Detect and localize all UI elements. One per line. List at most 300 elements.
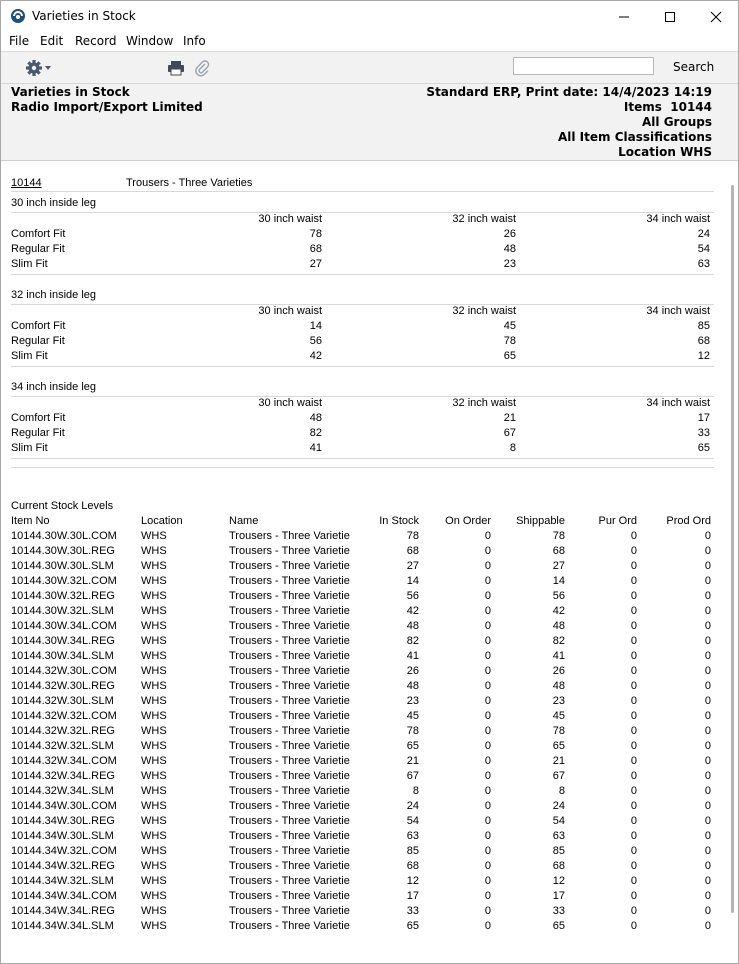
cell-item-no[interactable]: 10144.32W.34L.COM xyxy=(11,755,117,767)
cell-in-stock: 78 xyxy=(406,725,419,737)
cell-item-no[interactable]: 10144.32W.34L.SLM xyxy=(11,785,114,797)
cell-item-no[interactable]: 10144.30W.32L.COM xyxy=(11,575,117,587)
column-header-on-order: On Order xyxy=(445,515,491,527)
cell-on-order: 0 xyxy=(484,650,491,662)
stock-section-title: Current Stock Levels xyxy=(11,500,114,512)
table-row xyxy=(1,530,738,545)
location-filter: Location WHS xyxy=(618,145,712,159)
cell-pur-ord: 0 xyxy=(630,920,637,932)
cell-in-stock: 33 xyxy=(406,905,419,917)
cell-shippable: 48 xyxy=(552,680,565,692)
cell-shippable: 48 xyxy=(552,620,565,632)
stock-quantity: 54 xyxy=(697,243,710,255)
cell-name: Trousers - Three Varietie xyxy=(229,875,350,887)
cell-item-no[interactable]: 10144.34W.30L.SLM xyxy=(11,830,114,842)
cell-in-stock: 27 xyxy=(406,560,419,572)
table-row xyxy=(1,770,738,785)
table-row xyxy=(1,800,738,815)
cell-on-order: 0 xyxy=(484,605,491,617)
menu-edit[interactable]: Edit xyxy=(40,34,64,48)
cell-prod-ord: 0 xyxy=(704,815,711,827)
cell-on-order: 0 xyxy=(484,680,491,692)
stock-quantity: 78 xyxy=(503,335,516,347)
cell-location: WHS xyxy=(141,545,167,557)
cell-prod-ord: 0 xyxy=(704,560,711,572)
cell-pur-ord: 0 xyxy=(630,830,637,842)
column-header-item-no: Item No xyxy=(11,515,50,527)
cell-item-no[interactable]: 10144.34W.34L.SLM xyxy=(11,920,114,932)
cell-on-order: 0 xyxy=(484,815,491,827)
cell-shippable: 33 xyxy=(552,905,565,917)
minimize-icon xyxy=(618,11,630,23)
table-row xyxy=(1,560,738,575)
stock-quantity: 78 xyxy=(309,228,322,240)
table-row xyxy=(1,845,738,860)
cell-prod-ord: 0 xyxy=(704,710,711,722)
table-row xyxy=(1,695,738,710)
cell-prod-ord: 0 xyxy=(704,845,711,857)
cell-prod-ord: 0 xyxy=(704,680,711,692)
stock-quantity: 68 xyxy=(697,335,710,347)
cell-prod-ord: 0 xyxy=(704,875,711,887)
column-header-prod-ord: Prod Ord xyxy=(666,515,711,527)
cell-shippable: 41 xyxy=(552,650,565,662)
cell-prod-ord: 0 xyxy=(704,740,711,752)
fit-label: Regular Fit xyxy=(11,335,65,347)
cell-item-no[interactable]: 10144.32W.32L.SLM xyxy=(11,740,114,752)
cell-location: WHS xyxy=(141,875,167,887)
print-icon[interactable] xyxy=(167,60,185,76)
cell-location: WHS xyxy=(141,575,167,587)
cell-shippable: 78 xyxy=(552,530,565,542)
cell-in-stock: 8 xyxy=(412,785,419,797)
cell-shippable: 65 xyxy=(552,740,565,752)
cell-pur-ord: 0 xyxy=(630,575,637,587)
stock-quantity: 26 xyxy=(503,228,516,240)
cell-location: WHS xyxy=(141,560,167,572)
table-row xyxy=(1,605,738,620)
fit-row xyxy=(1,320,738,335)
waist-header: 32 inch waist xyxy=(452,305,516,317)
table-header-row xyxy=(1,515,738,530)
cell-on-order: 0 xyxy=(484,875,491,887)
cell-in-stock: 26 xyxy=(406,665,419,677)
cell-item-no[interactable]: 10144.32W.30L.REG xyxy=(11,680,115,692)
stock-quantity: 24 xyxy=(697,228,710,240)
table-row xyxy=(1,920,738,935)
cell-prod-ord: 0 xyxy=(704,665,711,677)
cell-shippable: 17 xyxy=(552,890,565,902)
minimize-button[interactable] xyxy=(601,1,647,32)
column-header-name: Name xyxy=(229,515,259,527)
cell-name: Trousers - Three Varietie xyxy=(229,920,350,932)
stock-quantity: 63 xyxy=(697,258,710,270)
item-description: Trousers - Three Varieties xyxy=(126,177,253,189)
table-row xyxy=(1,890,738,905)
cell-pur-ord: 0 xyxy=(630,680,637,692)
cell-shippable: 8 xyxy=(558,785,565,797)
classifications-filter: All Item Classifications xyxy=(557,130,712,144)
stock-quantity: 45 xyxy=(503,320,516,332)
menu-file[interactable]: File xyxy=(9,34,30,48)
table-row xyxy=(1,575,738,590)
cell-name: Trousers - Three Varietie xyxy=(229,605,350,617)
cell-on-order: 0 xyxy=(484,575,491,587)
cell-shippable: 67 xyxy=(552,770,565,782)
cell-pur-ord: 0 xyxy=(630,905,637,917)
cell-location: WHS xyxy=(141,665,167,677)
cell-item-no[interactable]: 10144.34W.30L.COM xyxy=(11,800,117,812)
cell-pur-ord: 0 xyxy=(630,695,637,707)
cell-prod-ord: 0 xyxy=(704,575,711,587)
stock-quantity: 21 xyxy=(503,412,516,424)
cell-name: Trousers - Three Varietie xyxy=(229,635,350,647)
vertical-scrollbar[interactable] xyxy=(731,185,734,913)
cell-in-stock: 45 xyxy=(406,710,419,722)
stock-quantity: 56 xyxy=(309,335,322,347)
cell-shippable: 23 xyxy=(552,695,565,707)
cell-shippable: 82 xyxy=(552,635,565,647)
cell-item-no[interactable]: 10144.30W.32L.SLM xyxy=(11,605,114,617)
cell-prod-ord: 0 xyxy=(704,635,711,647)
cell-on-order: 0 xyxy=(484,545,491,557)
cell-location: WHS xyxy=(141,530,167,542)
waist-header: 32 inch waist xyxy=(452,397,516,409)
cell-on-order: 0 xyxy=(484,830,491,842)
cell-prod-ord: 0 xyxy=(704,545,711,557)
waist-header: 34 inch waist xyxy=(646,397,710,409)
cell-item-no[interactable]: 10144.34W.32L.REG xyxy=(11,860,115,872)
stock-quantity: 48 xyxy=(503,243,516,255)
cell-on-order: 0 xyxy=(484,725,491,737)
cell-prod-ord: 0 xyxy=(704,785,711,797)
cell-pur-ord: 0 xyxy=(630,785,637,797)
cell-prod-ord: 0 xyxy=(704,830,711,842)
cell-item-no[interactable]: 10144.30W.30L.COM xyxy=(11,530,117,542)
fit-row xyxy=(1,228,738,243)
cell-pur-ord: 0 xyxy=(630,560,637,572)
cell-on-order: 0 xyxy=(484,740,491,752)
table-row xyxy=(1,860,738,875)
menu-record[interactable]: Record xyxy=(75,34,117,48)
column-header-pur-ord: Pur Ord xyxy=(598,515,637,527)
cell-on-order: 0 xyxy=(484,785,491,797)
cell-pur-ord: 0 xyxy=(630,620,637,632)
items-filter: Items 10144 xyxy=(623,100,712,114)
app-logo-icon xyxy=(10,8,26,24)
fit-row xyxy=(1,258,738,273)
fit-label: Comfort Fit xyxy=(11,228,66,240)
cell-in-stock: 54 xyxy=(406,815,419,827)
cell-in-stock: 78 xyxy=(406,530,419,542)
stock-quantity: 33 xyxy=(697,427,710,439)
table-row xyxy=(1,725,738,740)
stock-quantity: 67 xyxy=(503,427,516,439)
cell-item-no[interactable]: 10144.34W.34L.REG xyxy=(11,905,115,917)
stock-quantity: 23 xyxy=(503,258,516,270)
divider xyxy=(11,467,714,468)
cell-name: Trousers - Three Varietie xyxy=(229,890,350,902)
cell-pur-ord: 0 xyxy=(630,800,637,812)
cell-pur-ord: 0 xyxy=(630,890,637,902)
table-row xyxy=(1,680,738,695)
cell-item-no[interactable]: 10144.32W.34L.REG xyxy=(11,770,115,782)
cell-name: Trousers - Three Varietie xyxy=(229,710,350,722)
cell-pur-ord: 0 xyxy=(630,605,637,617)
cell-pur-ord: 0 xyxy=(630,845,637,857)
cell-location: WHS xyxy=(141,620,167,632)
divider xyxy=(11,274,714,275)
cell-pur-ord: 0 xyxy=(630,815,637,827)
cell-in-stock: 41 xyxy=(406,650,419,662)
table-row xyxy=(1,785,738,800)
cell-prod-ord: 0 xyxy=(704,905,711,917)
cell-on-order: 0 xyxy=(484,530,491,542)
menu-window[interactable]: Window xyxy=(126,34,174,48)
cell-location: WHS xyxy=(141,830,167,842)
menu-bar xyxy=(1,32,738,51)
maximize-button[interactable] xyxy=(647,1,693,32)
cell-pur-ord: 0 xyxy=(630,770,637,782)
cell-name: Trousers - Three Varietie xyxy=(229,695,350,707)
cell-name: Trousers - Three Varietie xyxy=(229,530,350,542)
cell-pur-ord: 0 xyxy=(630,875,637,887)
cell-prod-ord: 0 xyxy=(704,650,711,662)
cell-item-no[interactable]: 10144.32W.32L.COM xyxy=(11,710,117,722)
column-header-location: Location xyxy=(141,515,183,527)
cell-in-stock: 56 xyxy=(406,590,419,602)
table-row xyxy=(1,740,738,755)
cell-item-no[interactable]: 10144.30W.32L.REG xyxy=(11,590,115,602)
stock-quantity: 17 xyxy=(697,412,710,424)
cell-name: Trousers - Three Varietie xyxy=(229,740,350,752)
fit-row xyxy=(1,427,738,442)
cell-item-no[interactable]: 10144.30W.30L.REG xyxy=(11,545,115,557)
cell-pur-ord: 0 xyxy=(630,650,637,662)
fit-row xyxy=(1,350,738,365)
search-button[interactable]: Search xyxy=(673,60,715,74)
cell-in-stock: 85 xyxy=(406,845,419,857)
cell-on-order: 0 xyxy=(484,800,491,812)
table-row xyxy=(1,590,738,605)
waist-header: 30 inch waist xyxy=(258,305,322,317)
cell-in-stock: 65 xyxy=(406,740,419,752)
cell-pur-ord: 0 xyxy=(630,725,637,737)
cell-prod-ord: 0 xyxy=(704,920,711,932)
report-title: Varieties in Stock xyxy=(11,85,130,99)
leg-title: 30 inch inside leg xyxy=(11,197,97,209)
cell-name: Trousers - Three Varietie xyxy=(229,800,350,812)
cell-location: WHS xyxy=(141,800,167,812)
cell-in-stock: 42 xyxy=(406,605,419,617)
table-row xyxy=(1,665,738,680)
search-input[interactable] xyxy=(513,57,654,75)
report-content xyxy=(1,163,738,963)
fit-label: Regular Fit xyxy=(11,427,65,439)
cell-on-order: 0 xyxy=(484,770,491,782)
cell-in-stock: 48 xyxy=(406,680,419,692)
cell-on-order: 0 xyxy=(484,635,491,647)
stock-quantity: 8 xyxy=(509,442,516,454)
cell-in-stock: 24 xyxy=(406,800,419,812)
cell-name: Trousers - Three Varietie xyxy=(229,770,350,782)
attachment-icon[interactable] xyxy=(194,59,210,77)
stock-quantity: 85 xyxy=(697,320,710,332)
cell-location: WHS xyxy=(141,890,167,902)
cell-item-no[interactable]: 10144.32W.30L.COM xyxy=(11,665,117,677)
cell-in-stock: 68 xyxy=(406,545,419,557)
cell-prod-ord: 0 xyxy=(704,890,711,902)
item-number-link[interactable]: 10144 xyxy=(11,177,42,189)
cell-shippable: 68 xyxy=(552,860,565,872)
cell-prod-ord: 0 xyxy=(704,530,711,542)
cell-item-no[interactable]: 10144.30W.34L.COM xyxy=(11,620,117,632)
cell-pur-ord: 0 xyxy=(630,740,637,752)
cell-location: WHS xyxy=(141,905,167,917)
cell-item-no[interactable]: 10144.30W.34L.SLM xyxy=(11,650,114,662)
cell-location: WHS xyxy=(141,635,167,647)
table-row xyxy=(1,620,738,635)
cell-prod-ord: 0 xyxy=(704,770,711,782)
cell-name: Trousers - Three Varietie xyxy=(229,620,350,632)
report-header-right xyxy=(426,85,712,160)
stock-quantity: 42 xyxy=(309,350,322,362)
cell-name: Trousers - Three Varietie xyxy=(229,815,350,827)
cell-item-no[interactable]: 10144.34W.32L.SLM xyxy=(11,875,114,887)
table-row xyxy=(1,650,738,665)
cell-on-order: 0 xyxy=(484,710,491,722)
cell-in-stock: 12 xyxy=(406,875,419,887)
cell-pur-ord: 0 xyxy=(630,860,637,872)
cell-item-no[interactable]: 10144.32W.30L.SLM xyxy=(11,695,114,707)
cell-location: WHS xyxy=(141,755,167,767)
fit-row xyxy=(1,442,738,457)
fit-label: Comfort Fit xyxy=(11,320,66,332)
cell-name: Trousers - Three Varietie xyxy=(229,860,350,872)
cell-prod-ord: 0 xyxy=(704,590,711,602)
table-row xyxy=(1,875,738,890)
cell-in-stock: 48 xyxy=(406,620,419,632)
divider xyxy=(11,366,714,367)
stock-quantity: 68 xyxy=(309,243,322,255)
cell-name: Trousers - Three Varietie xyxy=(229,665,350,677)
cell-on-order: 0 xyxy=(484,620,491,632)
cell-shippable: 78 xyxy=(552,725,565,737)
cell-pur-ord: 0 xyxy=(630,710,637,722)
cell-item-no[interactable]: 10144.32W.32L.REG xyxy=(11,725,115,737)
fit-row xyxy=(1,243,738,258)
cell-on-order: 0 xyxy=(484,905,491,917)
toolbar xyxy=(1,51,738,84)
close-icon xyxy=(710,11,722,23)
gear-menu-icon[interactable] xyxy=(25,59,55,77)
divider xyxy=(11,458,714,459)
cell-in-stock: 17 xyxy=(406,890,419,902)
cell-pur-ord: 0 xyxy=(630,530,637,542)
fit-label: Slim Fit xyxy=(11,442,48,454)
cell-location: WHS xyxy=(141,725,167,737)
cell-location: WHS xyxy=(141,845,167,857)
cell-in-stock: 23 xyxy=(406,695,419,707)
stock-quantity: 48 xyxy=(309,412,322,424)
stock-quantity: 65 xyxy=(697,442,710,454)
cell-on-order: 0 xyxy=(484,755,491,767)
menu-info[interactable]: Info xyxy=(183,34,206,48)
cell-location: WHS xyxy=(141,920,167,932)
table-row xyxy=(1,755,738,770)
fit-row xyxy=(1,335,738,350)
cell-item-no[interactable]: 10144.30W.34L.REG xyxy=(11,635,115,647)
stock-quantity: 65 xyxy=(503,350,516,362)
fit-label: Slim Fit xyxy=(11,258,48,270)
cell-shippable: 42 xyxy=(552,605,565,617)
cell-location: WHS xyxy=(141,605,167,617)
cell-pur-ord: 0 xyxy=(630,755,637,767)
print-date: Standard ERP, Print date: 14/4/2023 14:19 xyxy=(426,85,712,99)
cell-prod-ord: 0 xyxy=(704,725,711,737)
waist-header: 34 inch waist xyxy=(646,213,710,225)
cell-in-stock: 21 xyxy=(406,755,419,767)
cell-prod-ord: 0 xyxy=(704,800,711,812)
waist-header: 34 inch waist xyxy=(646,305,710,317)
report-header-left xyxy=(11,85,203,115)
cell-name: Trousers - Three Varietie xyxy=(229,785,350,797)
cell-shippable: 14 xyxy=(552,575,565,587)
waist-header: 30 inch waist xyxy=(258,397,322,409)
cell-pur-ord: 0 xyxy=(630,590,637,602)
cell-name: Trousers - Three Varietie xyxy=(229,650,350,662)
cell-shippable: 63 xyxy=(552,830,565,842)
cell-on-order: 0 xyxy=(484,920,491,932)
cell-on-order: 0 xyxy=(484,665,491,677)
cell-shippable: 27 xyxy=(552,560,565,572)
cell-name: Trousers - Three Varietie xyxy=(229,725,350,737)
fit-label: Slim Fit xyxy=(11,350,48,362)
cell-name: Trousers - Three Varietie xyxy=(229,830,350,842)
cell-name: Trousers - Three Varietie xyxy=(229,680,350,692)
cell-in-stock: 68 xyxy=(406,860,419,872)
window-title: Varieties in Stock xyxy=(32,9,136,23)
table-row xyxy=(1,830,738,845)
cell-location: WHS xyxy=(141,680,167,692)
cell-in-stock: 65 xyxy=(406,920,419,932)
cell-on-order: 0 xyxy=(484,890,491,902)
cell-item-no[interactable]: 10144.30W.30L.SLM xyxy=(11,560,114,572)
cell-in-stock: 82 xyxy=(406,635,419,647)
close-button[interactable] xyxy=(693,1,739,32)
table-row xyxy=(1,635,738,650)
cell-location: WHS xyxy=(141,740,167,752)
stock-quantity: 12 xyxy=(697,350,710,362)
cell-location: WHS xyxy=(141,695,167,707)
cell-shippable: 68 xyxy=(552,545,565,557)
cell-on-order: 0 xyxy=(484,560,491,572)
waist-header: 32 inch waist xyxy=(452,213,516,225)
cell-pur-ord: 0 xyxy=(630,545,637,557)
cell-item-no[interactable]: 10144.34W.34L.COM xyxy=(11,890,117,902)
cell-shippable: 21 xyxy=(552,755,565,767)
cell-in-stock: 63 xyxy=(406,830,419,842)
maximize-icon xyxy=(664,11,676,23)
cell-location: WHS xyxy=(141,815,167,827)
column-header-shippable: Shippable xyxy=(516,515,565,527)
cell-name: Trousers - Three Varietie xyxy=(229,845,350,857)
table-row xyxy=(1,710,738,725)
cell-item-no[interactable]: 10144.34W.32L.COM xyxy=(11,845,117,857)
cell-item-no[interactable]: 10144.34W.30L.REG xyxy=(11,815,115,827)
stock-quantity: 41 xyxy=(309,442,322,454)
leg-title: 32 inch inside leg xyxy=(11,289,97,301)
